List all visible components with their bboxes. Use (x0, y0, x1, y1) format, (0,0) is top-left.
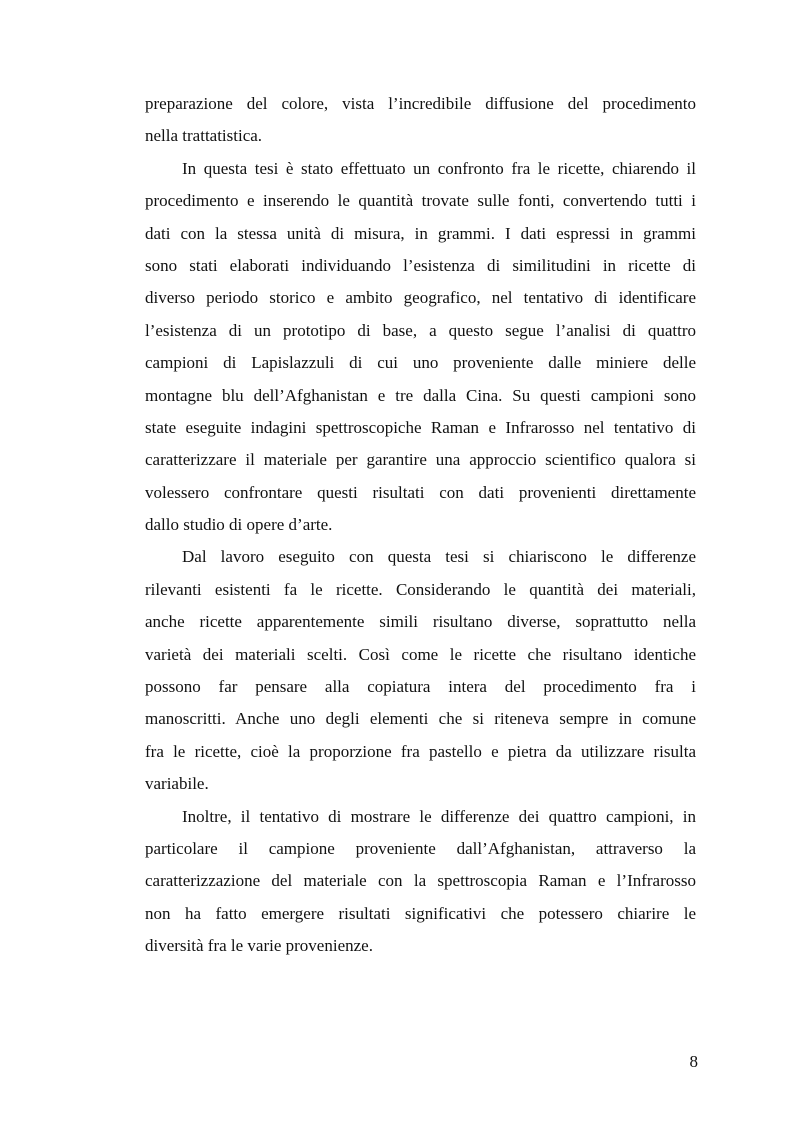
text-line: In questa tesi è stato effettuato un confronto fra le ricette, chiarendo il (182, 158, 696, 178)
text-line: diversità fra le varie provenienze. (145, 936, 373, 956)
paragraph-4 (145, 801, 696, 963)
text-line: dallo studio di opere d’arte. (145, 515, 333, 535)
text-line: montagne blu dell’Afghanistan e tre dalla Cina. Su questi campioni sono (145, 385, 696, 405)
text-line: procedimento e inserendo le quantità trovate sulle fonti, convertendo tutti i (145, 191, 696, 211)
text-line: variabile. (145, 774, 209, 794)
text-line: volessero confrontare questi risultati con dati provenienti direttamente (145, 482, 696, 502)
text-line: rilevanti esistenti fa le ricette. Considerando le quantità dei materiali, (145, 579, 696, 599)
text-line: l’esistenza di un prototipo di base, a questo segue l’analisi di quattro (145, 320, 696, 340)
text-line: manoscritti. Anche uno degli elementi che si riteneva sempre in comune (145, 709, 696, 729)
page-body (145, 88, 696, 963)
text-line: anche ricette apparentemente simili risultano diverse, soprattutto nella (145, 612, 696, 632)
text-line: preparazione del colore, vista l’incredibile diffusione del procedimento (145, 94, 696, 113)
text-line: nella trattatistica. (145, 126, 263, 146)
text-line: particolare il campione proveniente dall’Afghanistan, attraverso la (145, 838, 696, 858)
paragraph-2 (145, 153, 696, 542)
page-number: 8 (689, 1052, 698, 1071)
text-line: Dal lavoro eseguito con questa tesi si chiariscono le differenze (182, 547, 696, 567)
text-line: sono stati elaborati individuando l’esistenza di similitudini in ricette di (145, 255, 696, 275)
text-line: campioni di Lapislazzuli di cui uno proveniente dalle miniere delle (145, 353, 696, 373)
text-line: possono far pensare alla copiatura intera del procedimento fra i (145, 677, 696, 697)
paragraph-3 (145, 541, 696, 800)
text-line: dati con la stessa unità di misura, in grammi. I dati espressi in grammi (145, 223, 696, 243)
text-line: state eseguite indagini spettroscopiche Raman e Infrarosso nel tentativo di (145, 417, 696, 437)
text-line: caratterizzare il materiale per garantire una approccio scientifico qualora si (145, 450, 696, 470)
text-line: varietà dei materiali scelti. Così come le ricette che risultano identiche (145, 644, 696, 664)
text-line: caratterizzazione del materiale con la spettroscopia Raman e l’Infrarosso (145, 871, 696, 891)
paragraph-1 (145, 88, 696, 153)
text-line: Inoltre, il tentativo di mostrare le differenze dei quattro campioni, in (182, 806, 696, 826)
text-line: non ha fatto emergere risultati significativi che potessero chiarire le (145, 903, 696, 923)
text-line: fra le ricette, cioè la proporzione fra pastello e pietra da utilizzare risulta (145, 741, 696, 761)
text-line: diverso periodo storico e ambito geografico, nel tentativo di identificare (145, 288, 696, 308)
